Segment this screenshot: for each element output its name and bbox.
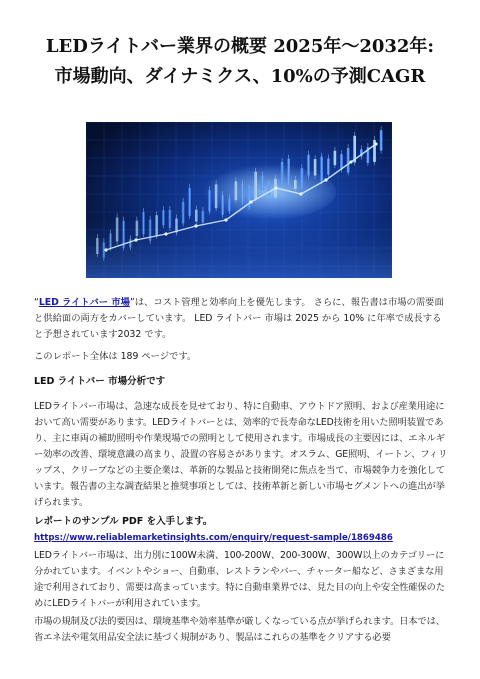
sample-request <box>34 514 448 546</box>
trend-point <box>194 224 197 227</box>
trend-point <box>164 232 167 235</box>
trend-point <box>349 160 352 163</box>
trend-point <box>274 186 277 189</box>
trend-point <box>299 192 302 195</box>
sample-url-link[interactable]: https://www.reliablemarketinsights.com/enquiry/request-sample/1869486 <box>34 533 393 543</box>
segment-paragraph: LEDライトバー市場は、出力別に100W未満、100-200W、200-300W、300W以上のカテゴリーに分かれています。イベントやショー、自動車、レストランやバー、チャーター船など、さまざまな用途で利用されており、需要は高まっています。特に自動車業界では、見た目の向上や安全性確保のためにLEDライトバーが利用されています。 <box>34 550 445 609</box>
intro-text: ”は、コスト管理と効率向上を優先します。 さらに、報告書は市場の需要面と供給面の両方をカバーしています。 LED ライトバー 市場は 2025 から 10% に年率で成長すると予想されています2032 です。 <box>34 297 444 340</box>
intro-paragraph <box>34 295 448 343</box>
analysis-paragraph: LEDライトバー市場は、急速な成長を見せており、特に自動車、アウトドア照明、および産業用途において高い需要があります。LEDライトバーとは、効率的で長寿命なLED技術を用いた照明装置であり、主に車両の補助照明や作業現場での照明として使用されます。市場成長の主要因には、エネルギー効率の改善、環境意識の高まり、設置の容易さがあります。オスラム、GE照明、イートン、フィリップス、クリーブなどの主要企業は、革新的な製品と技術開発に焦点を当て、市場競争力を強化しています。報告書の主な調査結果と推奨事項としては、技術革新と新しい市場セグメントへの進出が挙げられます。 <box>34 401 448 508</box>
trend-point <box>134 238 137 241</box>
trend-point <box>374 142 377 145</box>
stock-chart-illustration <box>86 122 392 278</box>
trend-point <box>324 178 327 181</box>
trend-point <box>249 200 252 203</box>
regulation-paragraph: 市場の規制及び法的要因は、環境基準や効率基準が厳しくなっている点が挙げられます。日本では、省エネ法や電気用品安全法に基づく規制があり、製品はこれらの基準をクリアする必要 <box>34 616 445 643</box>
trend-point <box>104 248 107 251</box>
intro-open-quote: “ <box>34 297 39 308</box>
pages-note: このレポート全体は 189 ページです。 <box>34 351 197 362</box>
trend-point <box>224 218 227 221</box>
hero-chart-image <box>86 122 392 278</box>
market-link[interactable]: LED ライトバー 市場 <box>38 297 130 308</box>
analysis-heading: LED ライトバー 市場分析です <box>34 376 166 387</box>
page-title: LEDライトバー業界の概要 2025年〜2032年: 市場動向、ダイナミクス、10%の予測CAGR <box>45 36 435 87</box>
sample-label: レポートのサンプル PDF を入手します。 <box>34 516 213 527</box>
